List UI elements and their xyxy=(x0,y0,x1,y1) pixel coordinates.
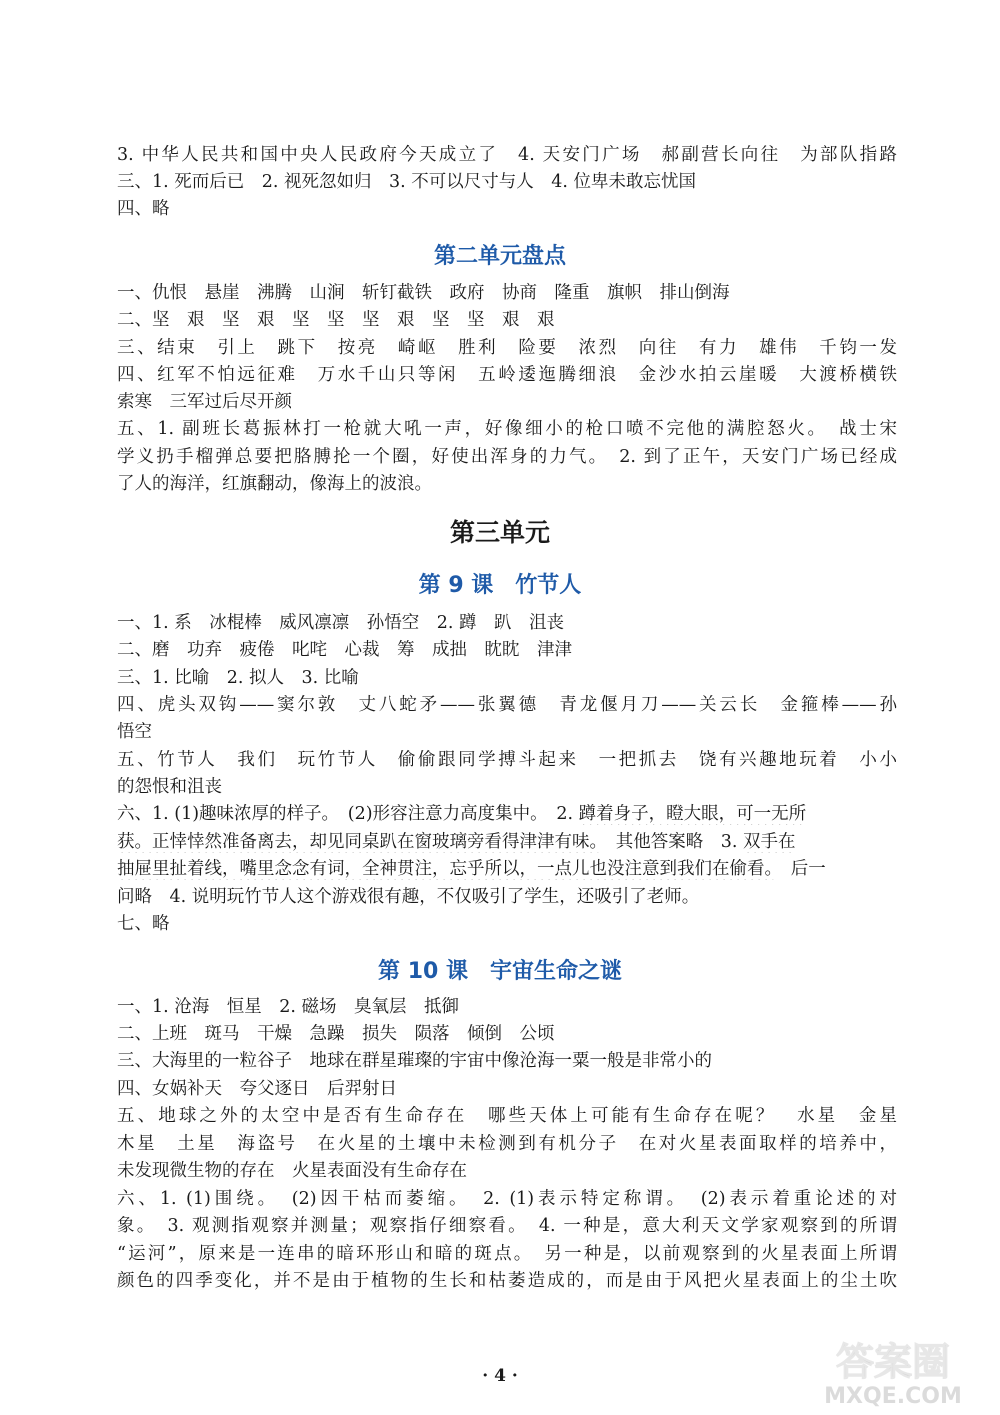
section-title-unit2-summary: 第二单元盘点 xyxy=(433,244,566,269)
answer-text: 后一 xyxy=(773,859,826,879)
answer-line: “运河”，原来是一连串的暗环形山和暗的斑点。 另一种是，以前观察到的火星表面上所谓 xyxy=(117,1244,897,1264)
answer-line: 四、略 xyxy=(117,199,170,219)
answer-line xyxy=(117,858,897,880)
answer-line: 了人的海洋，红旗翻动，像海上的波浪。 xyxy=(117,474,432,494)
answer-line: 四、虎头双钩——窦尔敦 丈八蛇矛——张翼德 青龙偃月刀——关云长 金箍棒——孙 xyxy=(117,695,897,715)
answer-line: 二、磨 功弃 疲倦 叱咤 心裁 筹 成拙 眈眈 津津 xyxy=(117,640,572,660)
answer-line: 三、1. 死而后已 2. 视死忽如归 3. 不可以尺寸与人 4. 位卑未敢忘忧国 xyxy=(117,172,697,192)
answer-line: 七、略 xyxy=(117,914,170,934)
underlined-answer: 抽屉里扯着线，嘴里念念有词，全神贯注，忘乎所以，一点儿也没注意到我们在偷看。 xyxy=(117,859,774,879)
answer-line: 未发现微生物的存在 火星表面没有生命存在 xyxy=(117,1161,467,1181)
answer-line: 学义扔手榴弹总要把胳膊抡一个圈，好使出浑身的力气。 2. 到了正午，天安门广场已经成 xyxy=(117,447,897,467)
answer-line: 二、上班 斑马 干燥 急躁 损失 陨落 倾倒 公顷 xyxy=(117,1024,555,1044)
answer-line: 二、坚 艰 坚 艰 坚 坚 坚 艰 坚 坚 艰 艰 xyxy=(117,310,555,330)
underlined-answer: 双手在 xyxy=(743,832,796,852)
underlined-answer: 获。正悻悻然准备离去，却见同桌趴在窗玻璃旁看得津津有味。 xyxy=(117,832,599,852)
answer-line: 六、1. (1)围绕。 (2)因干枯而萎缩。 2. (1)表示特定称谓。 (2)表示着重论述的对 xyxy=(117,1189,897,1209)
answer-line: 四、女娲补天 夸父逐日 后羿射日 xyxy=(117,1079,397,1099)
answer-line: 的怨恨和沮丧 xyxy=(117,777,222,797)
answer-line: 一、1. 系 冰棍棒 威风凛凛 孙悟空 2. 蹲 趴 沮丧 xyxy=(117,613,565,633)
answer-line: 一、1. 沧海 恒星 2. 磁场 臭氧层 抵御 xyxy=(117,997,460,1017)
answer-line: 三、大海里的一粒谷子 地球在群星璀璨的宇宙中像沧海一粟一般是非常小的 xyxy=(117,1051,712,1071)
answer-line: 三、1. 比喻 2. 拟人 3. 比喻 xyxy=(117,668,359,688)
answer-line: 问略 4. 说明玩竹节人这个游戏很有趣，不仅吸引了学生，还吸引了老师。 xyxy=(117,887,700,907)
answer-line: 一、仇恨 悬崖 沸腾 山涧 斩钉截铁 政府 协商 隆重 旗帜 排山倒海 xyxy=(117,283,730,303)
answer-text: 六、1. (1)趣味浓厚的样子。 (2)形容注意力高度集中。 2. xyxy=(117,804,579,824)
watermark-logo xyxy=(801,1331,986,1409)
answer-text: 其他答案略 3. xyxy=(598,832,744,852)
answer-line xyxy=(117,803,897,825)
page-number: · 4 · xyxy=(482,1366,518,1386)
unit-title: 第三单元 xyxy=(449,518,550,547)
answer-line: 四、红军不怕远征难 万水千山只等闲 五岭逶迤腾细浪 金沙水拍云崖暖 大渡桥横铁 xyxy=(117,365,897,385)
lesson-title-10: 第 10 课 宇宙生命之谜 xyxy=(378,959,622,984)
answer-line: 三、结束 引上 跳下 按亮 崎岖 胜利 险要 浓烈 向往 有力 雄伟 千钧一发 xyxy=(117,338,897,358)
answer-line: 颜色的四季变化，并不是由于植物的生长和枯萎造成的，而是由于风把火星表面上的尘土吹 xyxy=(117,1271,897,1291)
answer-line xyxy=(117,831,897,853)
answer-line: 木星 土星 海盗号 在火星的土壤中未检测到有机分子 在对火星表面取样的培养中， xyxy=(117,1134,897,1154)
lesson-title-9: 第 9 课 竹节人 xyxy=(418,573,582,598)
answer-line: 五、地球之外的太空中是否有生命存在 哪些天体上可能有生命存在呢？ 水星 金星 xyxy=(117,1106,897,1126)
answer-line: 3. 中华人民共和国中央人民政府今天成立了 4. 天安门广场 郝副营长向往 为部队指路 xyxy=(117,145,897,165)
answer-line: 象。 3. 观测指观察并测量；观察指仔细察看。 4. 一种是，意大利天文学家观察到的所谓 xyxy=(117,1216,897,1236)
answer-line: 五、竹节人 我们 玩竹节人 偷偷跟同学搏斗起来 一把抓去 饶有兴趣地玩着 小小 xyxy=(117,750,897,770)
answer-line: 五、1. 副班长葛振林打一枪就大吼一声，好像细小的枪口喷不完他的满腔怒火。 战士宋 xyxy=(117,419,897,439)
answer-line: 悟空 xyxy=(117,722,152,742)
underlined-answer: 蹲着身子，瞪大眼，可一无所 xyxy=(578,804,807,824)
answer-line: 索寒 三军过后尽开颜 xyxy=(117,392,292,412)
watermark-text: 答案圈 xyxy=(835,1340,951,1384)
watermark-url: MXQE.COM xyxy=(824,1384,962,1409)
